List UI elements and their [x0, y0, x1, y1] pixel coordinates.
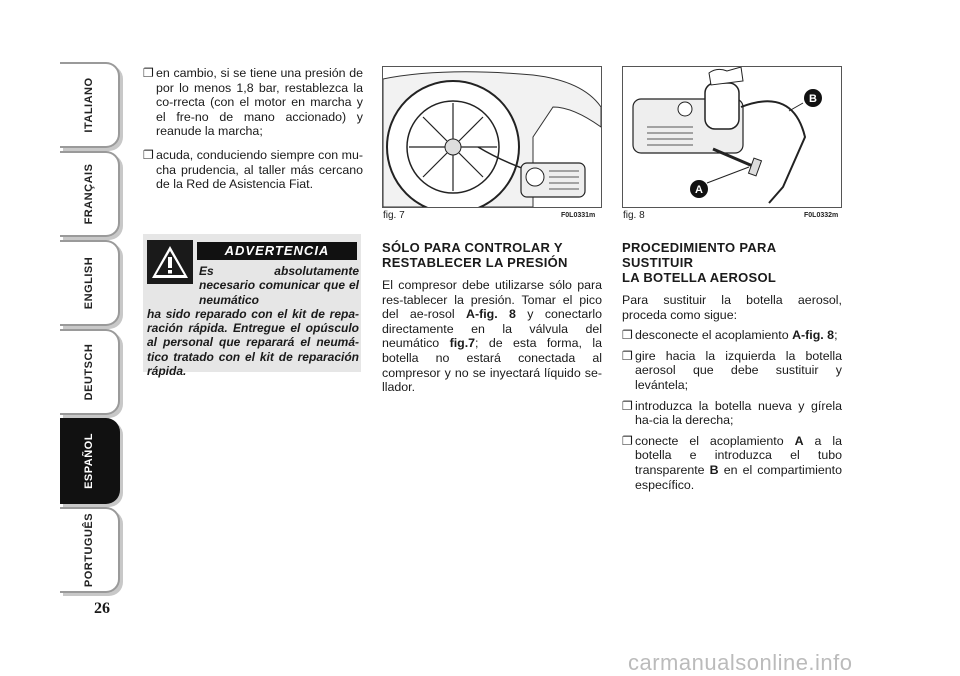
tab-italiano[interactable] — [60, 62, 120, 148]
checkbox-bullet-icon: ❐ — [143, 147, 154, 162]
checkbox-bullet-icon: ❐ — [622, 348, 633, 363]
list-item — [143, 66, 363, 139]
figure-reference: A-fig. 8 — [466, 307, 516, 322]
tab-espanol[interactable] — [60, 418, 120, 504]
checkbox-bullet-icon: ❐ — [622, 328, 633, 343]
text-run: en el compartimiento específico. — [635, 462, 843, 492]
heading-line: SUSTITUIR — [622, 255, 694, 270]
list-item — [622, 328, 842, 343]
warning-text — [147, 264, 359, 378]
tab-portugues[interactable] — [60, 507, 120, 593]
checkbox-bullet-icon: ❐ — [622, 398, 633, 413]
text-run: ; — [834, 328, 838, 343]
figure-8-caption: fig. 8 — [623, 210, 645, 221]
bullet-text: gire hacia la izquierda la botella aerosol que debe sustituir y levántela; — [635, 348, 842, 392]
figure-7-code: F0L0331m — [561, 212, 596, 219]
intro-paragraph: Para sustituir la botella aerosol, proceda como sigue: — [622, 293, 842, 322]
figure-7-caption: fig. 7 — [383, 210, 405, 221]
text-run: y conectarlo directamente en la válvula del neumático — [382, 307, 602, 351]
figure-reference: B — [709, 462, 719, 477]
column-2 — [382, 240, 602, 401]
list-item — [622, 399, 842, 428]
list-item — [143, 148, 363, 192]
figure-8-code: F0L0332m — [804, 212, 839, 219]
text-run: conecte el acoplamiento — [635, 433, 784, 448]
bullet-text — [635, 434, 842, 492]
paragraph — [382, 278, 602, 395]
tab-label: ITALIANO — [83, 77, 95, 133]
heading-line: LA BOTELLA AEROSOL — [622, 270, 777, 285]
figure-7-image — [382, 66, 602, 208]
checkbox-bullet-icon: ❐ — [143, 66, 154, 80]
figure-reference: A-fig. 8 — [792, 328, 835, 343]
figure-8-label-b: B — [809, 93, 817, 105]
figure-8-label-a: A — [695, 184, 703, 196]
text-run: El compresor debe utilizarse sólo para res-tablecer la presión. Tomar el pico del ae-rosol — [382, 278, 602, 322]
bullet-text — [635, 328, 842, 343]
tab-label: PORTUGUÊS — [83, 512, 95, 588]
bullet-text: en cambio, si se tiene una presión de por lo menos 1,8 bar, restablezca la co-rrecta (con el motor en marcha y el fre-no de mano accionado) y reanude la marcha; — [156, 66, 363, 139]
warning-rest: ha sido reparado con el kit de repa-ración rápida. Entregue el opúsculo al personal que reparará el neumá-tico tratado con el kit de reparación rápida. — [147, 306, 359, 379]
checkbox-bullet-icon: ❐ — [622, 433, 633, 448]
bullet-text: introduzca la botella nueva y gírela ha-cia la derecha; — [635, 398, 842, 428]
figure-reference: fig.7 — [449, 336, 476, 351]
heading-line: SÓLO PARA CONTROLAR Y — [382, 240, 563, 255]
tab-label: DEUTSCH — [83, 343, 95, 401]
warning-title: ADVERTENCIA — [197, 242, 357, 260]
column-1 — [143, 66, 363, 201]
column-3 — [622, 240, 842, 498]
tab-label: ESPAÑOL — [83, 433, 95, 489]
tab-label: ENGLISH — [83, 256, 95, 310]
warning-box — [143, 234, 361, 379]
text-run: a la botella e introduzca el tubo transparente — [635, 433, 842, 477]
figure-8-image — [622, 66, 842, 208]
section-heading — [382, 240, 602, 270]
list-item — [622, 434, 842, 492]
text-run: ; de esta forma, la botella no estará conectada al compresor y no se inyectará líquido se-llador. — [382, 336, 602, 395]
heading-line: RESTABLECER LA PRESIÓN — [382, 255, 568, 270]
watermark: carmanualsonline.info — [628, 650, 853, 675]
warning-lead: Es absolutamente necesario comunicar que el neumático — [199, 264, 359, 307]
section-heading — [622, 240, 842, 285]
tab-english[interactable] — [60, 240, 120, 326]
list-item — [622, 349, 842, 393]
figure-reference: A — [794, 433, 804, 448]
tab-francais[interactable] — [60, 151, 120, 237]
tab-label: FRANÇAIS — [83, 163, 95, 225]
text-run: desconecte el acoplamiento — [635, 328, 789, 343]
bullet-text: acuda, conduciendo siempre con mu-cha prudencia, al taller más cercano de la Red de Asistencia Fiat. — [156, 147, 363, 192]
tab-deutsch[interactable] — [60, 329, 120, 415]
page-number: 26 — [94, 600, 110, 617]
heading-line: PROCEDIMIENTO PARA — [622, 240, 777, 255]
